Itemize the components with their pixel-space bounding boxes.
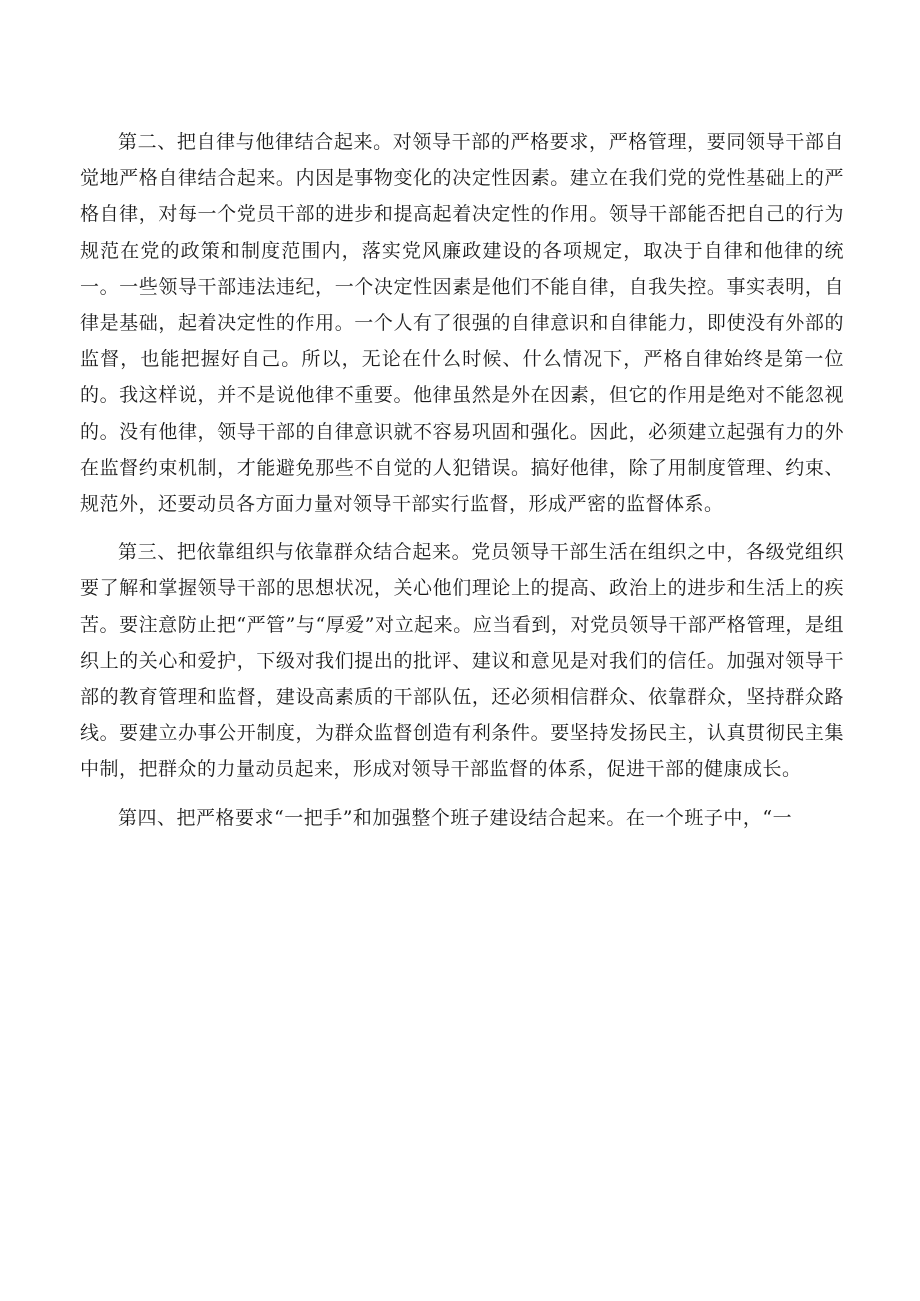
document-body: [80, 124, 844, 836]
paragraph-fourth-point: 第四、把严格要求“一把手”和加强整个班子建设结合起来。在一个班子中，“一: [118, 806, 793, 829]
paragraph-second-point: 第二、把自律与他律结合起来。对领导干部的严格要求，严格管理，要同领导干部自觉地严格自律结合起来。内因是事物变化的决定性因素。建立在我们党的党性基础上的严格自律，对每一个党员干部的进步和提高起着决定性的作用。领导干部能否把自己的行为规范在党的政策和制度范围内，落实党风廉政建设的各项规定，取决于自律和他律的统一。一些领导干部违法违纪，一个决定性因素是他们不能自律，自我失控。事实表明，自律是基础，起着决定性的作用。一个人有了很强的自律意识和自律能力，即使没有外部的监督，也能把握好自己。所以，无论在什么时候、什么情况下，严格自律始终是第一位的。我这样说，并不是说他律不重要。他律虽然是外在因素，但它的作用是绝对不能忽视的。没有他律，领导干部的自律意识就不容易巩固和强化。因此，必须建立起强有力的外在监督约束机制，才能避免那些不自觉的人犯错误。搞好他律，除了用制度管理、约束、规范外，还要动员各方面力量对领导干部实行监督，形成严密的监督体系。: [80, 131, 844, 516]
paragraph-third-point: 第三、把依靠组织与依靠群众结合起来。党员领导干部生活在组织之中，各级党组织要了解和掌握领导干部的思想状况，关心他们理论上的提高、政治上的进步和生活上的疾苦。要注意防止把“严管”与“厚爱”对立起来。应当看到，对党员领导干部严格管理，是组织上的关心和爱护，下级对我们提出的批评、建议和意见是对我们的信任。加强对领导干部的教育管理和监督，建设高素质的干部队伍，还必须相信群众、依靠群众，坚持群众路线。要建立办事公开制度，为群众监督创造有利条件。要坚持发扬民主，认真贯彻民主集中制，把群众的力量动员起来，形成对领导干部监督的体系，促进干部的健康成长。: [80, 541, 844, 781]
